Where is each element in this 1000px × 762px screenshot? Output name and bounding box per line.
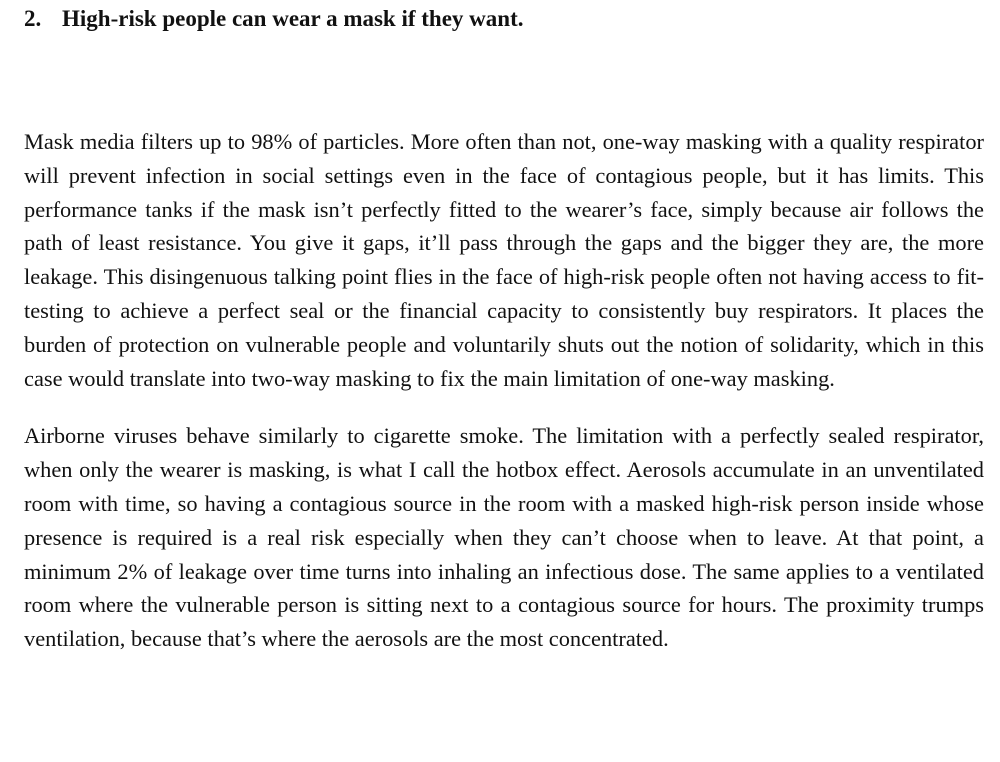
body-paragraph-1: Mask media filters up to 98% of particles. More often than not, one-way masking with a quality respirator will prevent infection in social settings even in the face of contagious people, but it has limits. This performance tanks if the mask isn’t perfectly fitted to the wearer’s face, simply because air follows the path of least resistance. You give it gaps, it’ll pass through the gaps and the bigger they are, the more leakage. This disingenuous talking point flies in the face of high-risk people often not having access to fit-testing to achieve a perfect seal or the financial capacity to consistently buy respirators. It places the burden of protection on vulnerable people and voluntarily shuts out the notion of solidarity, which in this case would translate into two-way masking to fix the main limitation of one-way masking. [24, 129, 984, 391]
section-number: 2. [24, 6, 42, 31]
document-page [24, 0, 984, 656]
body-paragraph-2: Airborne viruses behave similarly to cigarette smoke. The limitation with a perfectly sealed respirator, when only the wearer is masking, is what I call the hotbox effect. Aerosols accumulate in an unventilated room with time, so having a contagious source in the room with a masked high-risk person inside whose presence is required is a real risk especially when they can’t choose when to leave. At that point, a minimum 2% of leakage over time turns into inhaling an infectious dose. The same applies to a ventilated room where the vulnerable person is sitting next to a contagious source for hours. The proximity trumps ventilation, because that’s where the aerosols are the most concentrated. [24, 423, 984, 652]
section-title: High-risk people can wear a mask if they want. [62, 6, 524, 31]
section-heading [24, 6, 984, 32]
